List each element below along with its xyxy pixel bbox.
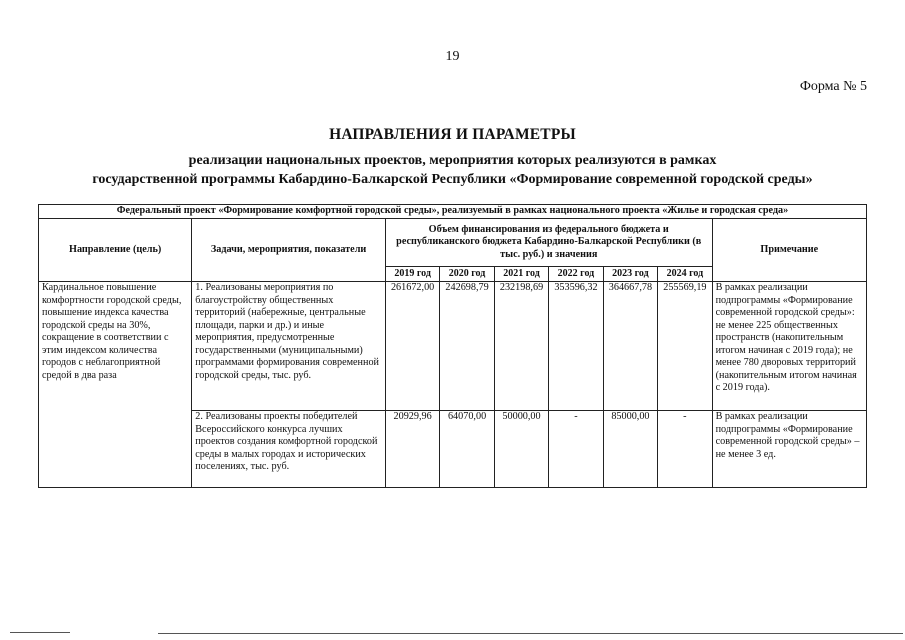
table-row — [39, 282, 867, 411]
header-note: Примечание — [712, 219, 866, 282]
direction-cell: Кардинальное повышение комфортности городской среды, повышение индекса качества городской среды на 30%, сокращение в соответствии с этим индексом количества городов с неблагоприятной средой в два раза — [39, 282, 192, 488]
document-subtitle-line1: реализации национальных проектов, мероприятия которых реализуются в рамках — [188, 153, 717, 168]
year-header: 2019 год — [385, 267, 439, 282]
table-caption-row — [39, 205, 867, 219]
year-header: 2022 год — [549, 267, 603, 282]
scan-artifact-line — [158, 633, 903, 634]
value-cell: 353596,32 — [549, 282, 603, 411]
table-caption: Федеральный проект «Формирование комфортной городской среды», реализуемый в рамках национального проекта «Жилье и городская среда» — [39, 205, 867, 219]
value-cell: 50000,00 — [494, 411, 548, 488]
form-label: Форма № 5 — [799, 79, 867, 94]
value-cell: 232198,69 — [494, 282, 548, 411]
value-cell: 85000,00 — [603, 411, 657, 488]
header-tasks: Задачи, мероприятия, показатели — [192, 219, 386, 282]
header-direction: Направление (цель) — [39, 219, 192, 282]
value-cell: 364667,78 — [603, 282, 657, 411]
header-funding: Объем финансирования из федерального бюджета и республиканского бюджета Кабардино-Балкарской Республики (в тыс. руб.) и значения — [385, 219, 712, 267]
note-cell: В рамках реализации подпрограммы «Формирование современной городской среды» – не менее 3 ед. — [712, 411, 866, 488]
note-cell: В рамках реализации подпрограммы «Формирование современной городской среды»: не менее 225 общественных пространств (накопительным итогом начиная с 2019 года); не менее 780 дворовых территорий (накопительным итогом начиная с 2019 года). — [712, 282, 866, 411]
value-cell: 242698,79 — [440, 282, 494, 411]
value-cell: 261672,00 — [385, 282, 439, 411]
value-cell: - — [658, 411, 712, 488]
value-cell: - — [549, 411, 603, 488]
page-number: 19 — [445, 49, 460, 64]
document-title: НАПРАВЛЕНИЯ И ПАРАМЕТРЫ — [329, 126, 576, 143]
year-header: 2024 год — [658, 267, 712, 282]
document-subtitle-line2: государственной программы Кабардино-Балкарской Республики «Формирование современной городской среды» — [92, 172, 813, 187]
year-header: 2023 год — [603, 267, 657, 282]
value-cell: 20929,96 — [385, 411, 439, 488]
task-cell: 1. Реализованы мероприятия по благоустройству общественных территорий (набережные, центральные площади, парки и др.) и иные мероприятия, предусмотренные государственными (муниципальными) программами формирования современной городской среды, тыс. руб. — [192, 282, 386, 411]
table-header-row — [39, 219, 867, 267]
year-header: 2021 год — [494, 267, 548, 282]
scan-artifact-line — [10, 632, 70, 633]
year-header: 2020 год — [440, 267, 494, 282]
parameters-table — [38, 204, 867, 488]
value-cell: 64070,00 — [440, 411, 494, 488]
value-cell: 255569,19 — [658, 282, 712, 411]
task-cell: 2. Реализованы проекты победителей Всероссийского конкурса лучших проектов создания комфортной городской среды в малых городах и исторических поселениях, тыс. руб. — [192, 411, 386, 488]
